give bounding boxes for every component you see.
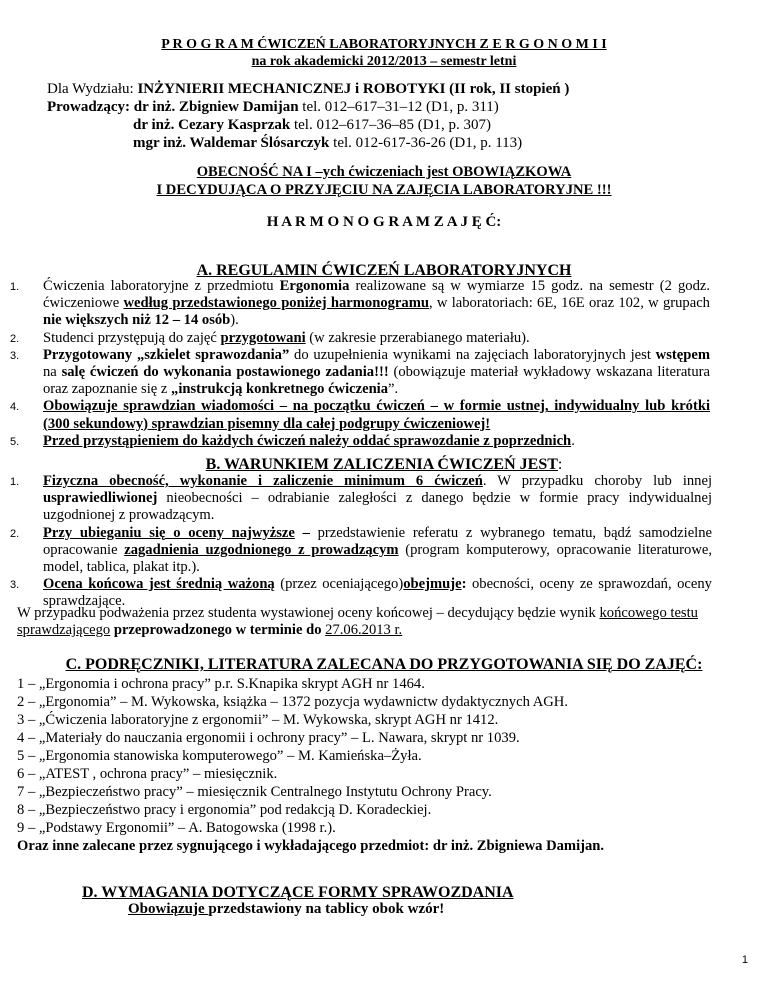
text-run: Ergonomia — [279, 278, 350, 294]
literature-closing-line: Oraz inne zalecane przez sygnującego i wykładającego przedmiot: dr inż. Zbigniewa Damijan. — [17, 838, 605, 854]
text-run: Ocena końcowa jest średnią ważoną — [43, 576, 275, 593]
text-run: obecności, oceny ze sprawozdań, oceny sprawdzające. — [43, 576, 712, 610]
text-run: (obowiązuje materiał wykładowy wskazana literatura oraz zapoznanie się z — [43, 364, 710, 398]
text-run: nie większych niż 12 – 14 osób — [43, 312, 231, 329]
list-item-number: 5. — [10, 435, 20, 448]
text-run: Fizyczna obecność, wykonanie i zaliczenie minimum 6 ćwiczeń — [43, 473, 483, 489]
section-b-footer-note — [17, 605, 727, 639]
instructors-label: Prowadzący: — [47, 99, 134, 115]
text-run: (przez oceniającego) — [274, 576, 404, 593]
text-run: Obowiązuje sprawdzian wiadomości – na początku ćwiczeń – w formie ustnej, indywidualny lub krótki (300 sekundowy) sprawdzian pisemny dla całej podgrupy ćwiczeniowej! — [43, 398, 710, 432]
text-run: końcowego testu sprawdzającego — [17, 605, 698, 639]
faculty-value: INŻYNIERII MECHANICZNEJ i ROBOTYKI (II rok, II stopień ) — [137, 81, 570, 97]
faculty-line — [47, 80, 569, 98]
instructor-info: tel. 012-617-36-26 (D1, p. 113) — [329, 135, 523, 151]
instructor-line-2 — [133, 116, 491, 134]
list-item — [0, 278, 710, 330]
list-item — [0, 330, 710, 347]
literature-item: 7 – „Bezpieczeństwo pracy” – miesięcznik Centralnego Instytutu Ochrony Pracy. — [17, 784, 492, 800]
section-b-conditions-list — [0, 473, 712, 611]
literature-item: 9 – „Podstawy Ergonomii” – A. Batogowska (1998 r.). — [17, 820, 336, 836]
text-run: Przed przystąpieniem do każdych ćwiczeń należy oddać sprawozdanie z poprzednich — [43, 432, 572, 449]
literature-item: 3 – „Ćwiczenia laboratoryjne z ergonomii” – M. Wykowska, skrypt AGH nr 1412. — [17, 712, 499, 728]
literature-item: 8 – „Bezpieczeństwo pracy i ergonomia” pod redakcją D. Koradeckiej. — [17, 802, 432, 818]
instructor-info: tel. 012–617–36–85 (D1, p. 307) — [290, 117, 492, 133]
faculty-label: Dla Wydziału: — [47, 81, 138, 97]
literature-item: 6 – „ATEST , ochrona pracy” – miesięcznik. — [17, 766, 278, 782]
attendance-notice-line-2: I DECYDUJĄCA O PRZYJĘCIU NA ZAJĘCIA LABORATORYJNE !!! — [156, 182, 612, 198]
text-run: (w zakresie przerabianego materiału). — [305, 329, 530, 346]
list-item-number: 3. — [10, 579, 20, 592]
text-run: usprawiedliwionej — [43, 490, 158, 507]
section-d-note: Obowiązuje przedstawiony na tablicy obok wzór! — [128, 901, 445, 917]
text-run: W przypadku podważenia przez studenta wystawionej oceny końcowej – decydujący będzie wynik — [17, 605, 600, 621]
text-run: przeprowadzonego w terminie do — [110, 622, 322, 639]
text-run: Przy ubieganiu się o oceny najwyższe — [43, 524, 295, 541]
section-d-title: D. WYMAGANIA DOTYCZĄCE FORMY SPRAWOZDANIA — [82, 884, 514, 901]
text-run: do uzupełnienia wynikami na zajęciach laboratoryjnych jest — [289, 346, 656, 363]
list-item — [0, 433, 710, 450]
list-item-number: 4. — [10, 401, 20, 414]
instructor-line-1 — [47, 98, 499, 116]
list-item — [0, 525, 712, 577]
page-number: 1 — [741, 954, 748, 966]
instructor-info: tel. 012–617–31–12 (D1, p. 311) — [298, 99, 499, 115]
harmonogram-title: H A R M O N O G R A M Z A J Ę Ć: — [266, 214, 502, 230]
section-a-title: A. REGULAMIN ĆWICZEŃ LABORATORYJNYCH — [196, 262, 572, 279]
text-run: Ćwiczenia laboratoryjne z przedmiotu — [43, 278, 280, 294]
text-run: nieobecności – odrabianie zaległości z danego będzie w formie pracy indywidualnej uzgodnionej z prowadzącym. — [43, 490, 712, 524]
text-run: wstępem — [655, 346, 710, 363]
text-run: , w laboratoriach: 6E, 16E oraz 102, w grupach — [428, 295, 710, 312]
text-run: według przedstawionego poniżej harmonogramu — [123, 295, 429, 312]
text-run: Studenci przystępują do zajęć — [43, 329, 221, 346]
instructor-name: mgr inż. Waldemar Ślósarczyk — [133, 135, 330, 151]
list-item-number: 1. — [10, 281, 20, 293]
list-item-number: 1. — [10, 476, 20, 488]
text-run: salę ćwiczeń do wykonania postawionego zadania!!! — [61, 364, 389, 381]
text-run: zagadnienia uzgodnionego z prowadzącym — [124, 541, 399, 558]
text-run: . — [571, 432, 575, 449]
academic-year-subtitle: na rok akademicki 2012/2013 – semestr letni — [251, 54, 517, 69]
section-a-rules-list — [0, 278, 710, 450]
text-run: : — [461, 576, 472, 593]
list-item-number: 2. — [10, 527, 20, 540]
text-run: . W przypadku choroby lub innej — [482, 473, 712, 489]
literature-item: 2 – „Ergonomia” – M. Wykowska, książka – 1372 pozycja wydawnictw dydaktycznych AGH. — [17, 694, 568, 710]
text-run: obejmuje — [403, 576, 462, 593]
text-run: „instrukcją konkretnego ćwiczenia — [171, 381, 389, 398]
list-item — [0, 347, 710, 399]
literature-item: 4 – „Materiały do nauczania ergonomii i ochrony pracy” – L. Nawara, skrypt nr 1039. — [17, 730, 520, 746]
attendance-notice-line-1: OBECNOŚĆ NA I –ych ćwiczeniach jest OBOWIĄZKOWA — [196, 164, 572, 180]
text-run: ). — [230, 312, 239, 329]
instructor-line-3 — [133, 134, 522, 152]
section-c-title: C. PODRĘCZNIKI, LITERATURA ZALECANA DO PRZYGOTOWANIA SIĘ DO ZAJĘĆ: — [65, 656, 703, 673]
list-item — [0, 473, 712, 525]
instructor-name: dr inż. Zbigniew Damijan — [133, 99, 299, 115]
text-run: 27.06.2013 r. — [325, 622, 403, 639]
literature-item: 1 – „Ergonomia i ochrona pracy” p.r. S.Knapika skrypt AGH nr 1464. — [17, 676, 425, 692]
text-run: przygotowani — [220, 329, 306, 346]
text-run: – — [294, 524, 318, 541]
program-title: P R O G R A M ĆWICZEŃ LABORATORYJNYCH Z E R G O N O M I I — [161, 37, 607, 52]
literature-item: 5 – „Ergonomia stanowiska komputerowego” – M. Kamieńska–Żyła. — [17, 748, 422, 764]
text-run: realizowane są w wymiarze 15 godz. na semestr (2 godz. ćwiczeniowe — [43, 278, 710, 312]
list-item-number: 3. — [10, 349, 20, 362]
instructor-name: dr inż. Cezary Kasprzak — [133, 117, 291, 133]
text-run: na — [43, 364, 62, 381]
text-run: przedstawienie referatu z wybranego tematu, bądź samodzielne opracowanie — [43, 524, 712, 558]
section-b-title: B. WARUNKIEM ZALICZENIA ĆWICZEŃ JEST: — [205, 456, 563, 473]
list-item — [0, 398, 710, 432]
text-run: ”. — [388, 381, 399, 398]
text-run: Przygotowany „szkielet sprawozdania” — [43, 346, 290, 363]
list-item-number: 2. — [10, 332, 20, 345]
text-run: (program komputerowy, opracowanie literaturowe, model, tablica, plakat itp.). — [43, 541, 712, 576]
